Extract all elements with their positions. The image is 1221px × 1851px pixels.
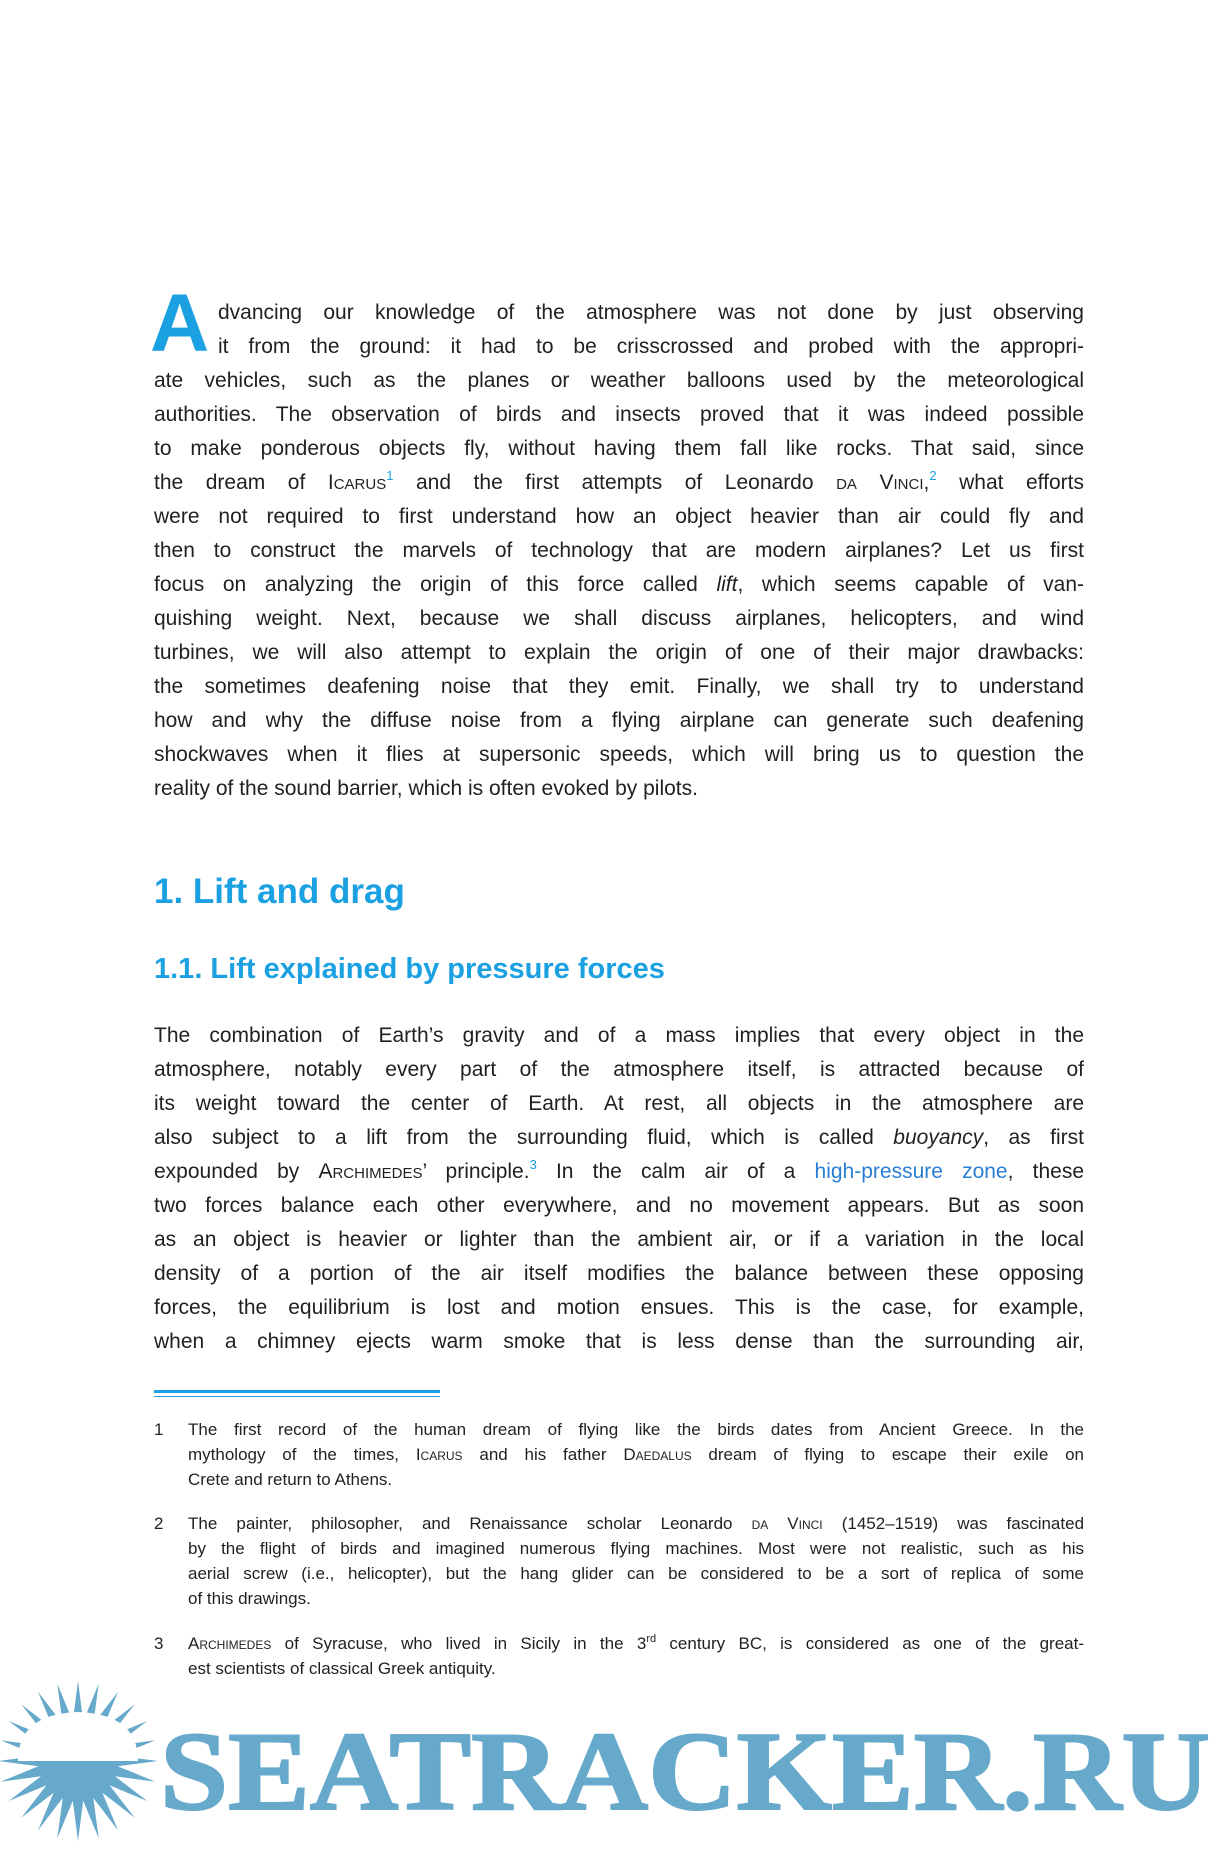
text-run: then to construct the marvels of technology that are modern airplanes? Let us first [154, 539, 1084, 562]
text-line [188, 1561, 1084, 1586]
text-line [188, 1586, 1084, 1611]
proper-name: da Vinci [751, 1514, 823, 1533]
text-line [154, 772, 1084, 806]
text-run: In the calm air of a [536, 1160, 815, 1183]
text-run: density of a portion of the air itself modifies the balance between these opposing [154, 1262, 1084, 1285]
text-run: were not required to first understand how an object heavier than air could fly and [154, 505, 1084, 528]
text-line [154, 636, 1084, 670]
text-run: century BC, is considered as one of the great- [656, 1634, 1084, 1653]
text-line [154, 670, 1084, 704]
footnote-number: 2 [154, 1514, 164, 1533]
text-run: Crete and return to Athens. [188, 1470, 393, 1489]
text-run: and his father [462, 1445, 624, 1464]
text-run: ’ principle. [422, 1160, 530, 1183]
text-line [154, 704, 1084, 738]
proper-name: Icarus [327, 471, 387, 494]
text-run: The combination of Earth’s gravity and of a mass implies that every object in the [154, 1024, 1084, 1047]
text-line [188, 1536, 1084, 1561]
text-run: of this drawings. [188, 1589, 311, 1608]
watermark-logo [0, 1680, 1221, 1851]
text-line [154, 1019, 1084, 1053]
text-line [154, 1223, 1084, 1257]
text-run: how and why the diffuse noise from a flying airplane can generate such deafening [154, 709, 1084, 732]
text-line [154, 330, 1084, 364]
footnote-3 [154, 1631, 1084, 1681]
text-line [154, 1291, 1084, 1325]
footnote-ref[interactable]: 2 [929, 468, 937, 483]
footnote-ref[interactable]: rd [646, 1633, 657, 1645]
text-line [188, 1417, 1084, 1442]
text-line [154, 432, 1084, 466]
text-run: expounded by [154, 1160, 319, 1183]
text-line [188, 1511, 1084, 1536]
footnote-number: 1 [154, 1420, 164, 1439]
footnote-text [188, 1511, 1084, 1611]
text-line [154, 1155, 1084, 1189]
text-run: reality of the sound barrier, which is often evoked by pilots. [154, 777, 698, 800]
text-run: what efforts [936, 471, 1084, 494]
text-run: , these [1007, 1160, 1084, 1183]
text-line [154, 1087, 1084, 1121]
proper-name: Icarus [415, 1445, 463, 1464]
text-run: focus on analyzing the origin of this force called [154, 573, 717, 596]
text-run: the sometimes deafening noise that they emit. Finally, we shall try to understand [154, 675, 1084, 698]
watermark-text: SEATRACKER.RU [160, 1710, 1210, 1834]
text-run: shockwaves when it flies at supersonic speeds, which will bring us to question the [154, 743, 1084, 766]
text-run: it from the ground: it had to be crisscrossed and probed with the appropri- [218, 335, 1084, 358]
footnote-number: 3 [154, 1634, 164, 1653]
proper-name: da Vinci [836, 471, 924, 494]
text-line [154, 1257, 1084, 1291]
text-run: , [923, 471, 930, 494]
text-run: also subject to a lift from the surrounding fluid, which is called [154, 1126, 894, 1149]
drop-cap: A [150, 278, 210, 369]
footnote-text [188, 1417, 1084, 1492]
text-run: The painter, philosopher, and Renaissance scholar Leonardo [188, 1514, 752, 1533]
sun-icon [0, 1681, 158, 1841]
text-run: as an object is heavier or lighter than the ambient air, or if a variation in the local [154, 1228, 1084, 1251]
emphasis: lift [716, 573, 738, 596]
footnote-ref[interactable]: 3 [529, 1157, 537, 1172]
text-run: mythology of the times, [188, 1445, 416, 1464]
text-run: turbines, we will also attempt to explain the origin of one of their major drawbacks: [154, 641, 1084, 664]
body-paragraph [154, 1019, 1084, 1359]
text-line [188, 1631, 1084, 1656]
text-run: , as first [983, 1126, 1084, 1149]
text-run: authorities. The observation of birds and insects proved that it was indeed possible [154, 403, 1084, 426]
text-run: quishing weight. Next, because we shall discuss airplanes, helicopters, and wind [154, 607, 1084, 630]
text-run: dvancing our knowledge of the atmosphere was not done by just observing [218, 301, 1084, 324]
text-line [154, 466, 1084, 500]
text-run: The first record of the human dream of flying like the birds dates from Ancient Greece. In the [188, 1420, 1084, 1439]
footnote-2 [154, 1511, 1084, 1611]
text-line [188, 1442, 1084, 1467]
text-line [154, 398, 1084, 432]
footnote-divider [154, 1390, 440, 1393]
text-line [154, 568, 1084, 602]
text-line [154, 1325, 1084, 1359]
text-run: dream of flying to escape their exile on [691, 1445, 1084, 1464]
text-run: the dream of [154, 471, 328, 494]
proper-name: Daedalus [623, 1445, 692, 1464]
intro-paragraph [154, 296, 1084, 806]
emphasis: buoyancy [893, 1126, 984, 1149]
proper-name: Archimedes [318, 1160, 423, 1183]
text-line [154, 296, 1084, 330]
text-run: aerial screw (i.e., helicopter), but the hang glider can be considered to be a sort of replica of some [188, 1564, 1084, 1583]
text-run: forces, the equilibrium is lost and motion ensues. This is the case, for example, [154, 1296, 1084, 1319]
text-line [154, 364, 1084, 398]
text-run: of Syracuse, who lived in Sicily in the 3 [271, 1634, 647, 1653]
text-line [154, 738, 1084, 772]
text-run: by the flight of birds and imagined numerous flying machines. Most were not realistic, such as his [188, 1539, 1084, 1558]
text-line [188, 1656, 1084, 1681]
text-line [154, 1053, 1084, 1087]
text-run: and the first attempts of Leonardo [393, 471, 837, 494]
footnote-divider-thin [154, 1396, 440, 1397]
text-line [154, 1121, 1084, 1155]
glossary-link[interactable]: high-pressure zone [814, 1160, 1008, 1183]
footnote-ref[interactable]: 1 [386, 468, 394, 483]
footnote-text [188, 1631, 1084, 1681]
text-run: atmosphere, notably every part of the atmosphere itself, is attracted because of [154, 1058, 1084, 1081]
text-run: (1452–1519) was fascinated [822, 1514, 1084, 1533]
text-line [154, 1189, 1084, 1223]
text-line [188, 1467, 1084, 1492]
proper-name: Archimedes [188, 1634, 272, 1653]
text-line [154, 602, 1084, 636]
text-run: to make ponderous objects fly, without having them fall like rocks. That said, since [154, 437, 1084, 460]
text-run: its weight toward the center of Earth. At rest, all objects in the atmosphere are [154, 1092, 1084, 1115]
text-run: est scientists of classical Greek antiquity. [188, 1659, 496, 1678]
text-line [154, 534, 1084, 568]
text-run: ate vehicles, such as the planes or weather balloons used by the meteorological [154, 369, 1084, 392]
subsection-heading: 1.1. Lift explained by pressure forces [154, 953, 665, 985]
text-run: when a chimney ejects warm smoke that is less dense than the surrounding air, [154, 1330, 1084, 1353]
text-line [154, 500, 1084, 534]
text-run: , which seems capable of van- [737, 573, 1084, 596]
text-run: two forces balance each other everywhere, and no movement appears. But as soon [154, 1194, 1084, 1217]
section-heading: 1. Lift and drag [154, 872, 405, 911]
footnote-1 [154, 1417, 1084, 1492]
